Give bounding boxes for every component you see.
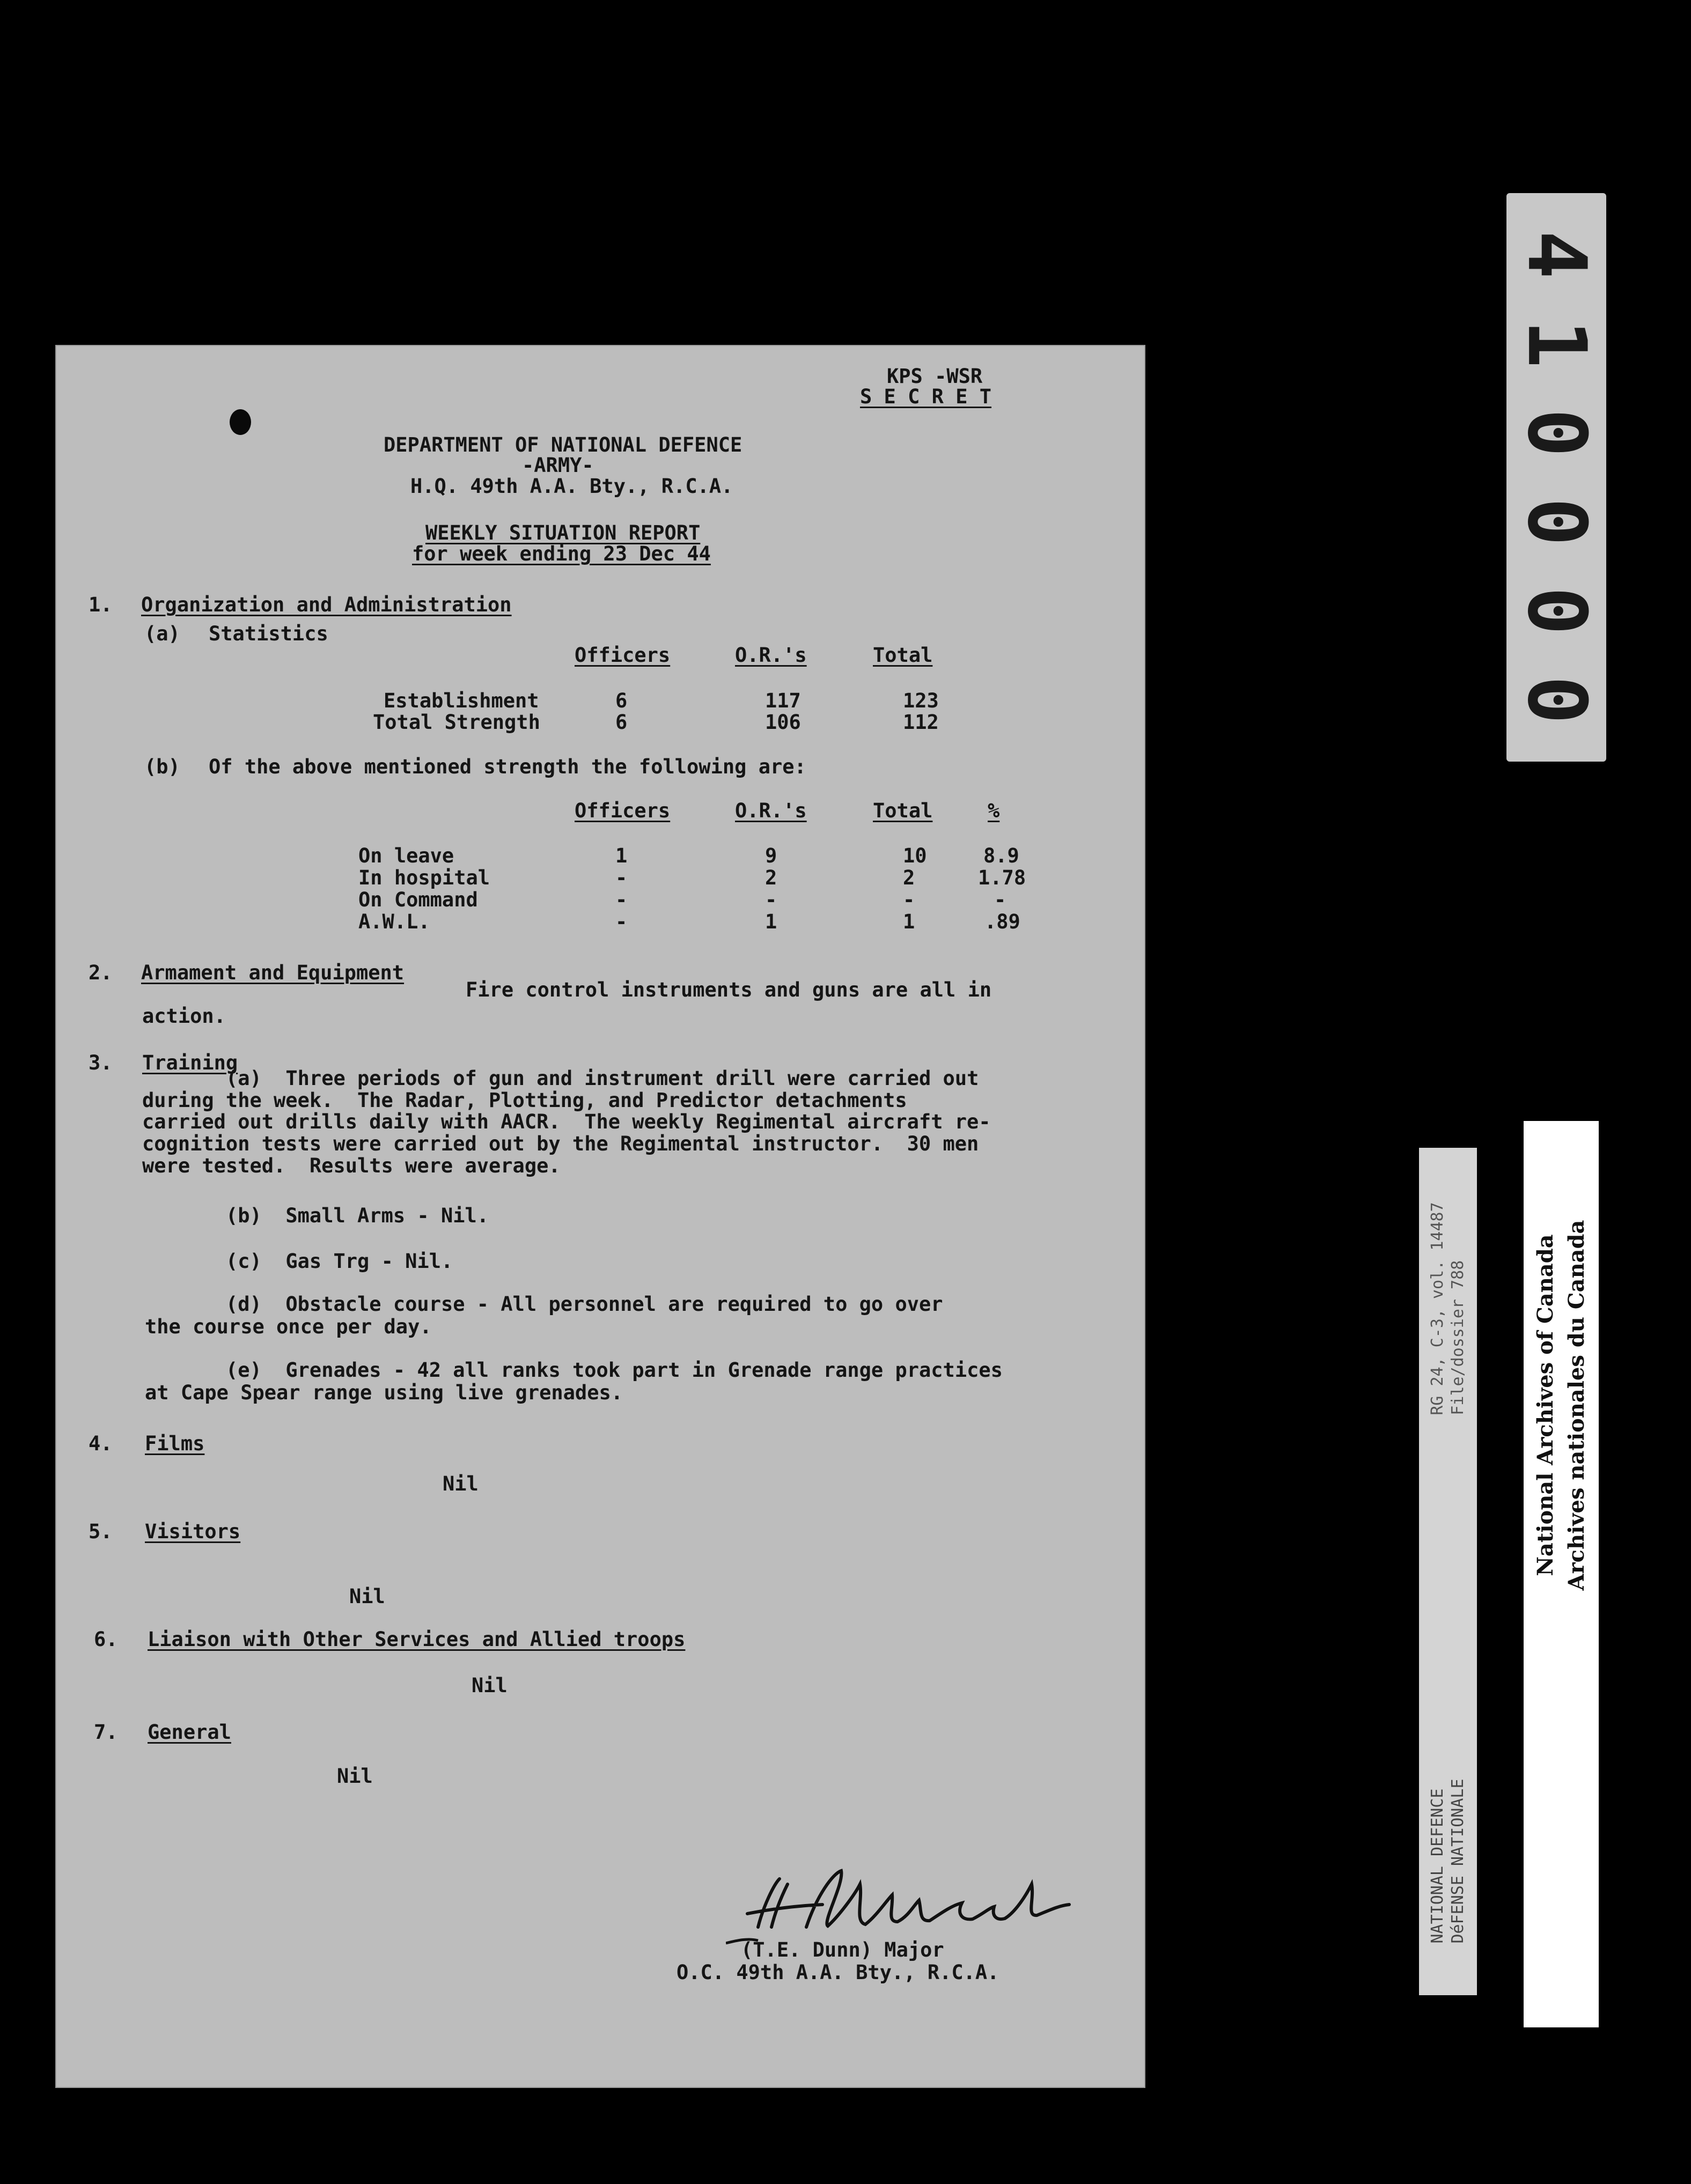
cell: - bbox=[615, 888, 628, 911]
cell: 1 bbox=[765, 910, 777, 933]
cell: .89 bbox=[984, 910, 1020, 933]
dept-heading: DEPARTMENT OF NATIONAL DEFENCE bbox=[384, 433, 742, 456]
row-label: A.W.L. bbox=[358, 910, 430, 933]
punch-hole bbox=[230, 409, 251, 435]
paragraph: Of the above mentioned strength the following are: bbox=[209, 755, 806, 778]
subsection-title: Statistics bbox=[209, 622, 328, 645]
cell: - bbox=[903, 888, 915, 911]
col-header: % bbox=[988, 799, 1000, 822]
cell: 6 bbox=[615, 689, 628, 712]
cell: 6 bbox=[615, 711, 628, 734]
frame-number-strip bbox=[1506, 193, 1606, 762]
section-number: 1. bbox=[89, 593, 113, 616]
paragraph: action. bbox=[142, 1005, 226, 1028]
frame-digit: 0 bbox=[1510, 497, 1603, 547]
row-label: In hospital bbox=[358, 866, 490, 889]
handwritten-signature bbox=[726, 1863, 1177, 1949]
branch-heading: -ARMY- bbox=[522, 454, 594, 477]
row-label: Total Strength bbox=[373, 711, 540, 734]
subsection-label: (a) bbox=[144, 622, 180, 645]
cell: - bbox=[615, 910, 628, 933]
section-value: Nil bbox=[472, 1674, 508, 1697]
report-subtitle: for week ending 23 Dec 44 bbox=[412, 542, 711, 565]
section-number: 7. bbox=[94, 1721, 118, 1744]
paragraph: (b) Small Arms - Nil. bbox=[226, 1204, 489, 1227]
section-title: General bbox=[148, 1721, 231, 1744]
cell: 2 bbox=[765, 866, 777, 889]
signature-name: (T.E. Dunn) Major bbox=[741, 1938, 944, 1961]
section-title: Training bbox=[142, 1051, 238, 1074]
frame-digit: 0 bbox=[1510, 408, 1603, 458]
paragraph: (c) Gas Trg - Nil. bbox=[226, 1250, 453, 1273]
section-number: 2. bbox=[89, 961, 113, 984]
frame-digit: 0 bbox=[1510, 586, 1603, 636]
cell: - bbox=[994, 888, 1006, 911]
row-label: On leave bbox=[358, 844, 454, 867]
col-header: Total bbox=[873, 799, 933, 822]
row-label: On Command bbox=[358, 888, 478, 911]
cell: 2 bbox=[903, 866, 915, 889]
section-title: Liaison with Other Services and Allied troops bbox=[148, 1628, 686, 1651]
col-header: O.R.'s bbox=[735, 799, 807, 822]
frame-digit: 0 bbox=[1510, 675, 1603, 725]
paragraph: at Cape Spear range using live grenades. bbox=[145, 1381, 623, 1404]
cell: 1 bbox=[615, 844, 628, 867]
archives-stamp-line: Archives nationales du Canada bbox=[1564, 1220, 1589, 1591]
archive-dept-line: DéFENSE NATIONALE bbox=[1449, 1779, 1467, 1944]
col-header: Total bbox=[873, 644, 933, 667]
section-number: 4. bbox=[89, 1432, 113, 1455]
cell: 9 bbox=[765, 844, 777, 867]
paragraph: Fire control instruments and guns are all in bbox=[466, 978, 992, 1001]
unit-heading: H.Q. 49th A.A. Bty., R.C.A. bbox=[410, 475, 733, 498]
col-header: Officers bbox=[575, 799, 671, 822]
section-title: Films bbox=[145, 1432, 205, 1455]
paragraph: cognition tests were carried out by the Regimental instructor. 30 men bbox=[142, 1132, 979, 1155]
archives-stamp bbox=[1524, 1121, 1599, 2027]
archives-stamp-line: National Archives of Canada bbox=[1533, 1234, 1558, 1576]
col-header: O.R.'s bbox=[735, 644, 807, 667]
cell: 1 bbox=[903, 910, 915, 933]
paragraph: were tested. Results were average. bbox=[142, 1154, 561, 1177]
subsection-label: (b) bbox=[144, 755, 180, 778]
section-title: Visitors bbox=[145, 1520, 241, 1543]
section-value: Nil bbox=[337, 1765, 373, 1788]
paragraph: carried out drills daily with AACR. The weekly Regimental aircraft re- bbox=[142, 1110, 991, 1133]
cell: 117 bbox=[765, 689, 801, 712]
document-page bbox=[55, 345, 1145, 2088]
section-title: Armament and Equipment bbox=[141, 961, 405, 984]
col-header: Officers bbox=[575, 644, 671, 667]
archive-reference-label bbox=[1419, 1148, 1477, 1995]
cell: - bbox=[765, 888, 777, 911]
classification: S E C R E T bbox=[860, 385, 992, 408]
signature-position: O.C. 49th A.A. Bty., R.C.A. bbox=[677, 1961, 999, 1984]
report-title: WEEKLY SITUATION REPORT bbox=[425, 521, 701, 544]
archive-ref-line: File/dossier 788 bbox=[1449, 1260, 1467, 1415]
paragraph: during the week. The Radar, Plotting, and Predictor detachments bbox=[142, 1089, 907, 1112]
section-number: 5. bbox=[89, 1520, 113, 1543]
paragraph: (e) Grenades - 42 all ranks took part in Grenade range practices bbox=[226, 1359, 1003, 1382]
frame-digit: 1 bbox=[1510, 319, 1603, 368]
cell: 10 bbox=[903, 844, 927, 867]
section-value: Nil bbox=[443, 1472, 479, 1495]
section-number: 6. bbox=[94, 1628, 118, 1651]
cell: - bbox=[615, 866, 628, 889]
paragraph: the course once per day. bbox=[145, 1315, 432, 1338]
row-label: Establishment bbox=[384, 689, 539, 712]
section-number: 3. bbox=[89, 1051, 113, 1074]
cell: 8.9 bbox=[983, 844, 1019, 867]
cell: 112 bbox=[903, 711, 939, 734]
archive-dept-line: NATIONAL DEFENCE bbox=[1428, 1788, 1447, 1944]
archive-ref-line: RG 24, C-3, vol. 14487 bbox=[1428, 1202, 1447, 1415]
ref-code: KPS -WSR bbox=[887, 365, 983, 388]
cell: 106 bbox=[765, 711, 801, 734]
frame-digit: 4 bbox=[1510, 230, 1603, 279]
section-value: Nil bbox=[349, 1585, 385, 1608]
cell: 1.78 bbox=[978, 866, 1026, 889]
paragraph: (a) Three periods of gun and instrument drill were carried out bbox=[226, 1067, 979, 1090]
cell: 123 bbox=[903, 689, 939, 712]
paragraph: (d) Obstacle course - All personnel are required to go over bbox=[226, 1293, 943, 1316]
section-title: Organization and Administration bbox=[141, 593, 512, 616]
